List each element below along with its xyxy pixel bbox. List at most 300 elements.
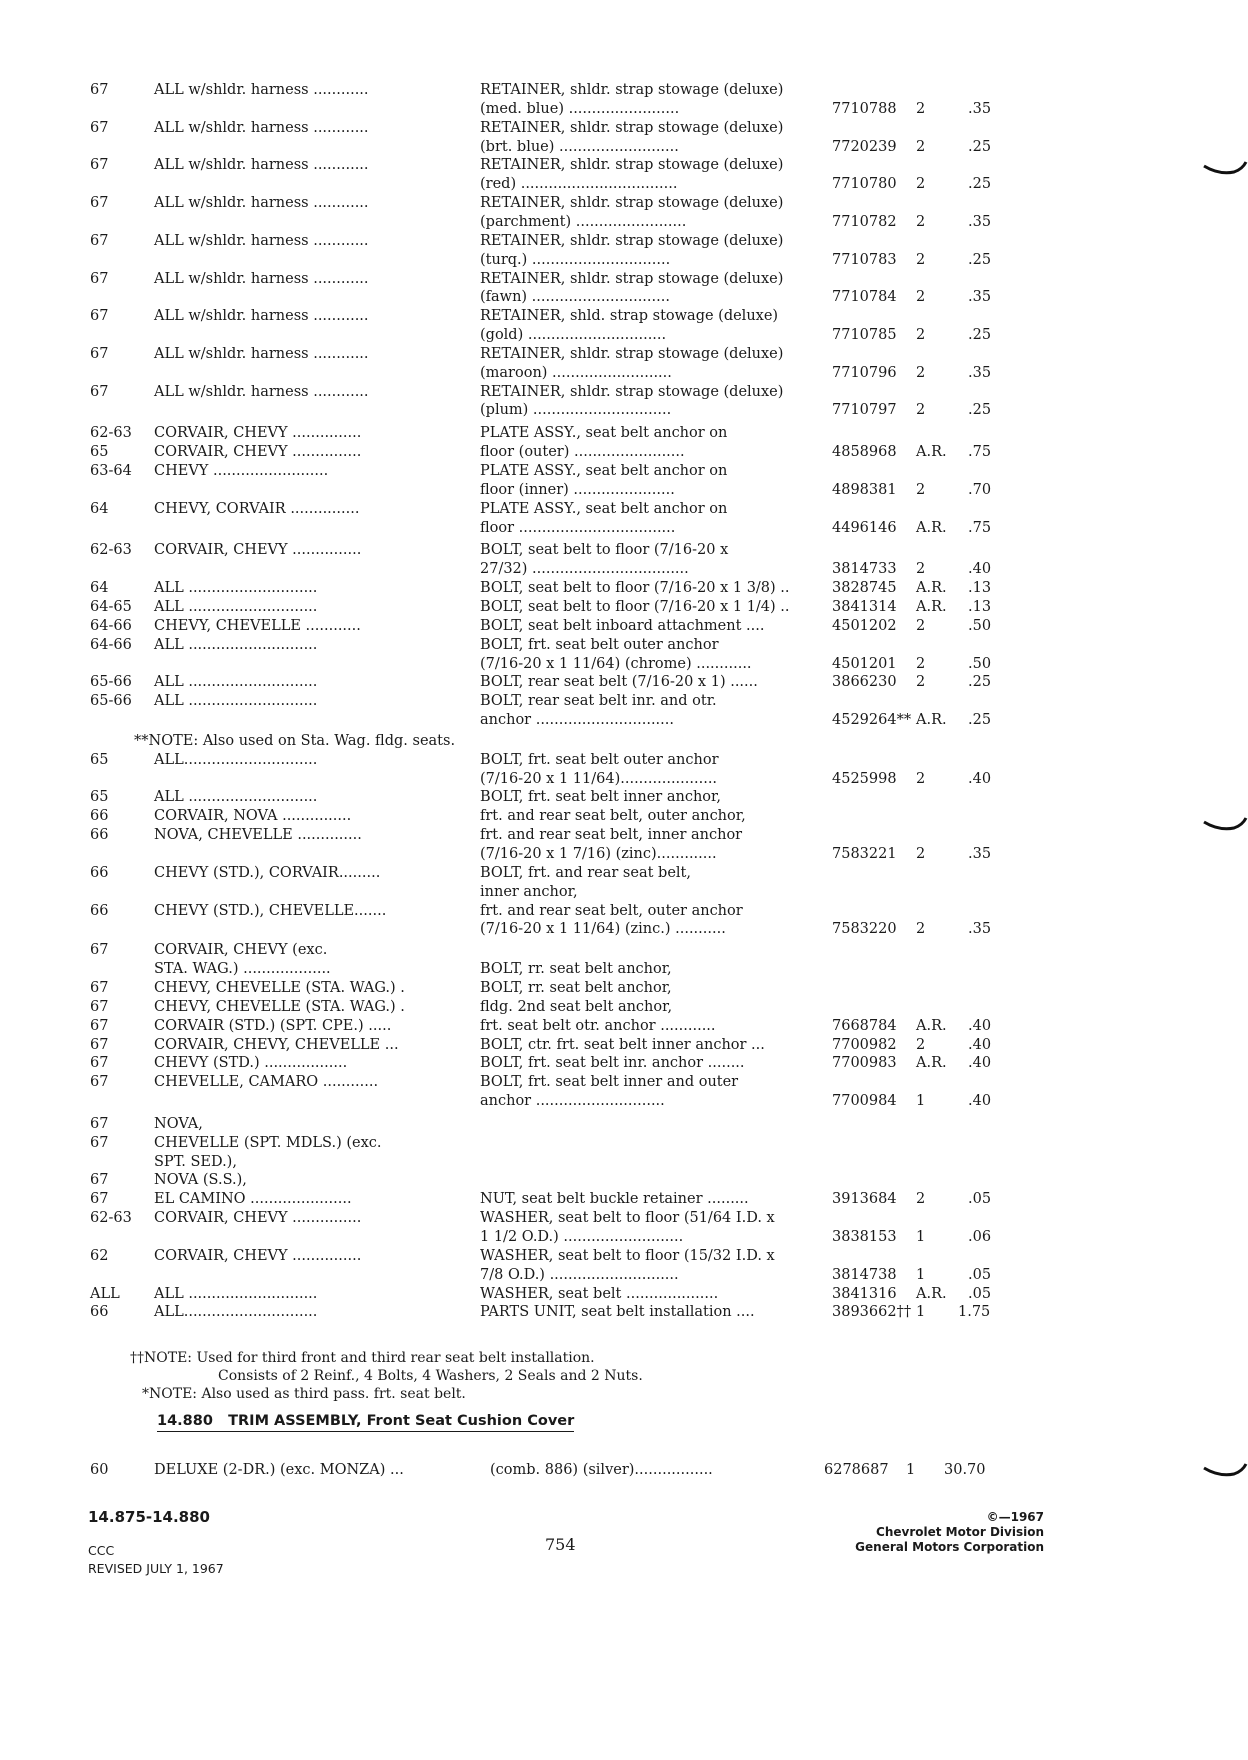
description-cell: 27/32) .................................. <box>480 561 689 578</box>
year-cell: 65-66 <box>90 674 132 691</box>
price-cell: .40 <box>968 1017 992 1034</box>
table-row <box>0 691 1248 711</box>
model-cell: CHEVY ......................... <box>154 463 329 479</box>
quantity-cell: A.R. <box>916 444 947 461</box>
model-cell: NOVA, <box>154 1115 203 1132</box>
table-row <box>0 1016 1248 1036</box>
price-cell: .40 <box>968 770 992 787</box>
table-row <box>0 137 1248 157</box>
quantity-cell: 2 <box>916 100 926 117</box>
part-number-cell: 7700982 <box>832 1036 897 1053</box>
description-cell: RETAINER, shldr. strap stowage (deluxe) <box>480 270 784 287</box>
year-cell: 64-66 <box>90 617 132 634</box>
model-cell: CHEVY, CHEVELLE (STA. WAG.) . <box>154 998 405 1015</box>
description-cell: NUT, seat belt buckle retainer ......... <box>480 1191 749 1208</box>
year-cell: 67 <box>90 119 109 136</box>
year-cell: 66 <box>90 1304 109 1321</box>
quantity-cell: 2 <box>916 770 926 787</box>
model-cell: ALL ............................ <box>154 580 318 597</box>
description-cell: BOLT, frt. seat belt inner and outer <box>480 1074 739 1091</box>
quantity-cell: 1 <box>906 1462 916 1478</box>
model-cell: ALL ............................ <box>154 693 318 710</box>
quantity-cell: 2 <box>916 1191 926 1208</box>
description-cell: (med. blue) ........................ <box>480 100 680 117</box>
table-row <box>0 559 1248 579</box>
description-cell: floor (outer) ........................ <box>480 444 685 461</box>
part-number-cell: 4898381 <box>832 481 897 498</box>
note-double-dagger: ††NOTE: Used for third front and third rear seat belt installation. <box>130 1350 595 1366</box>
table-row <box>0 787 1248 807</box>
model-cell: NOVA, CHEVELLE .............. <box>154 827 362 844</box>
part-number-cell: 4525998 <box>832 770 897 787</box>
table-row <box>0 919 1248 939</box>
year-cell: 67 <box>90 195 109 212</box>
description-cell: floor .................................. <box>480 519 676 536</box>
model-cell: NOVA (S.S.), <box>154 1172 247 1189</box>
table-row <box>0 1246 1248 1266</box>
part-number-cell: 7710784 <box>832 289 897 306</box>
price-cell: .35 <box>968 364 992 381</box>
description-cell: BOLT, frt. seat belt inr. anchor ........ <box>480 1055 745 1072</box>
price-cell: .13 <box>968 598 992 615</box>
quantity-cell: A.R. <box>916 580 947 597</box>
year-cell: 67 <box>90 1017 109 1034</box>
description-cell: RETAINER, shldr. strap stowage (deluxe) <box>480 119 784 136</box>
description-cell: anchor .............................. <box>480 712 674 729</box>
note-asterisk: *NOTE: Also used as third pass. frt. seat belt. <box>142 1386 466 1402</box>
description-cell: (red) .................................. <box>480 176 678 193</box>
part-number-cell: 7710780 <box>832 176 897 193</box>
year-cell: 64 <box>90 500 109 517</box>
model-cell: CORVAIR, CHEVY ............... <box>154 1210 362 1227</box>
model-cell: CHEVY, CORVAIR ............... <box>154 500 360 517</box>
year-cell: 67 <box>90 942 109 959</box>
table-row <box>0 1265 1248 1285</box>
price-cell: .25 <box>968 138 992 155</box>
table-row <box>0 518 1248 538</box>
description-cell: (parchment) ........................ <box>480 213 687 230</box>
quantity-cell: 1 <box>916 1093 926 1110</box>
table-row <box>0 499 1248 519</box>
description-cell: BOLT, rr. seat belt anchor, <box>480 961 672 978</box>
check-mark-icon <box>1202 160 1248 180</box>
year-cell: 65 <box>90 751 109 768</box>
table-row <box>0 212 1248 232</box>
model-cell: ALL ............................ <box>154 598 318 615</box>
description-cell: WASHER, seat belt to floor (51/64 I.D. x <box>480 1210 775 1227</box>
catalog-code: CCC <box>88 1543 115 1558</box>
table-row <box>0 940 1248 960</box>
part-number-cell: 4501201 <box>832 655 897 672</box>
description-cell: (maroon) .......................... <box>480 364 672 381</box>
description-cell: (7/16-20 x 1 11/64) (zinc.) ........... <box>480 921 726 938</box>
table-row <box>0 1189 1248 1209</box>
description-cell: 7/8 O.D.) ............................ <box>480 1266 679 1283</box>
year-cell: 65 <box>90 444 109 461</box>
table-row <box>0 769 1248 789</box>
part-number-cell: 7668784 <box>832 1017 897 1034</box>
year-cell: 67 <box>90 383 109 400</box>
year-cell: 67 <box>90 345 109 362</box>
quantity-cell: 2 <box>916 674 926 691</box>
model-cell: ALL w/shldr. harness ............ <box>154 270 369 287</box>
price-cell: .25 <box>968 712 992 729</box>
year-cell: 67 <box>90 1055 109 1072</box>
year-cell: 64-65 <box>90 598 132 615</box>
part-number-cell: 7710796 <box>832 364 897 381</box>
part-number-cell: 7710783 <box>832 251 897 268</box>
table-row <box>0 959 1248 979</box>
quantity-cell: 2 <box>916 138 926 155</box>
quantity-cell: 2 <box>916 289 926 306</box>
quantity-cell: 2 <box>916 846 926 862</box>
price-cell: .40 <box>968 1036 992 1053</box>
quantity-cell: 2 <box>916 655 926 672</box>
year-cell: 67 <box>90 82 109 98</box>
table-row <box>0 978 1248 998</box>
quantity-cell: 2 <box>916 481 926 498</box>
page-number: 754 <box>545 1535 576 1554</box>
model-cell: ALL............................. <box>154 1304 318 1321</box>
part-number-cell: 4496146 <box>832 519 897 536</box>
description-cell: BOLT, ctr. frt. seat belt inner anchor ... <box>480 1036 765 1053</box>
part-number-cell: 7583220 <box>832 921 897 938</box>
quantity-cell: 2 <box>916 327 926 344</box>
year-cell: 67 <box>90 308 109 325</box>
description-cell: (7/16-20 x 1 7/16) (zinc)............. <box>480 846 717 862</box>
description-cell: anchor ............................ <box>480 1093 665 1110</box>
model-cell: CHEVY (STD.), CHEVELLE....... <box>154 902 387 919</box>
year-cell: ALL <box>90 1285 120 1302</box>
part-number-cell: 7583221 <box>832 846 897 862</box>
description-cell: WASHER, seat belt .................... <box>480 1285 719 1302</box>
model-cell: CHEVY (STD.), CORVAIR......... <box>154 864 381 881</box>
model-cell: ALL w/shldr. harness ............ <box>154 383 369 400</box>
table-row <box>0 825 1248 845</box>
table-row <box>0 1284 1248 1304</box>
year-cell: 64 <box>90 580 109 597</box>
year-cell: 67 <box>90 979 109 996</box>
year-cell: 62-63 <box>90 542 132 559</box>
section-range: 14.875-14.880 <box>88 1508 210 1526</box>
model-cell: CORVAIR, CHEVY (exc. <box>154 942 328 959</box>
note-consists: Consists of 2 Reinf., 4 Bolts, 4 Washers, 2 Seals and 2 Nuts. <box>218 1368 643 1384</box>
model-cell: CHEVY, CHEVELLE ............ <box>154 617 361 634</box>
quantity-cell: A.R. <box>916 1055 947 1072</box>
table-row <box>0 269 1248 289</box>
description-cell: WASHER, seat belt to floor (15/32 I.D. x <box>480 1247 775 1264</box>
description-cell: BOLT, frt. seat belt outer anchor <box>480 636 719 653</box>
table-row <box>0 1091 1248 1111</box>
description-cell: BOLT, rr. seat belt anchor, <box>480 979 672 996</box>
table-row <box>0 1208 1248 1228</box>
model-cell: SPT. SED.), <box>154 1153 237 1170</box>
price-cell: .35 <box>968 921 992 938</box>
model-cell: ALL w/shldr. harness ............ <box>154 119 369 136</box>
description-cell: BOLT, frt. and rear seat belt, <box>480 864 691 881</box>
description-cell: frt. and rear seat belt, inner anchor <box>480 827 743 844</box>
table-row <box>0 118 1248 138</box>
table-row <box>0 155 1248 175</box>
corporation: General Motors Corporation <box>855 1540 1044 1554</box>
part-number-cell: 3838153 <box>832 1229 897 1245</box>
quantity-cell: 2 <box>916 1036 926 1053</box>
model-cell: CORVAIR, CHEVY ............... <box>154 425 362 442</box>
table-note <box>0 731 1248 751</box>
quantity-cell: 2 <box>916 251 926 268</box>
table-row <box>0 1152 1248 1172</box>
model-cell: CORVAIR, NOVA ............... <box>154 808 352 825</box>
description-cell: PLATE ASSY., seat belt anchor on <box>480 500 728 517</box>
model-cell: ALL w/shldr. harness ............ <box>154 232 369 249</box>
description-cell: (7/16-20 x 1 11/64)..................... <box>480 770 718 787</box>
model-cell: CHEVELLE (SPT. MDLS.) (exc. <box>154 1134 382 1151</box>
year-cell: 60 <box>90 1462 109 1478</box>
table-row <box>0 1114 1248 1134</box>
description-cell: (fawn) .............................. <box>480 289 670 306</box>
section-subtitle: Front Seat Cushion Cover <box>366 1413 575 1429</box>
model-cell: ALL w/shldr. harness ............ <box>154 345 369 362</box>
table-row <box>0 901 1248 921</box>
table-row <box>0 597 1248 617</box>
description-cell: (turq.) .............................. <box>480 251 671 268</box>
model-cell: ALL w/shldr. harness ............ <box>154 157 369 174</box>
description-cell: frt. and rear seat belt, outer anchor, <box>480 808 746 825</box>
year-cell: 66 <box>90 808 109 825</box>
model-cell: ALL ............................ <box>154 674 318 691</box>
table-row <box>0 344 1248 364</box>
description-cell: BOLT, seat belt inboard attachment .... <box>480 617 765 634</box>
table-row <box>0 997 1248 1017</box>
description-cell: BOLT, seat belt to floor (7/16-20 x 1 3/8) .. <box>480 580 790 597</box>
description-cell: frt. and rear seat belt, outer anchor <box>480 902 743 919</box>
section-title: TRIM ASSEMBLY, <box>228 1413 362 1429</box>
description-cell: BOLT, seat belt to floor (7/16-20 x 1 1/4) .. <box>480 598 790 615</box>
quantity-cell: 1 <box>916 1304 926 1321</box>
table-row <box>0 672 1248 692</box>
section-heading <box>157 1412 574 1432</box>
description-cell: BOLT, rear seat belt (7/16-20 x 1) ...... <box>480 674 758 691</box>
price-cell: 1.75 <box>958 1304 991 1321</box>
table-row <box>0 174 1248 194</box>
model-cell: CORVAIR, CHEVY ............... <box>154 542 362 559</box>
price-cell: .25 <box>968 251 992 268</box>
table-row <box>0 363 1248 383</box>
part-number-cell: 3814733 <box>832 561 897 578</box>
model-cell: CORVAIR, CHEVY, CHEVELLE ... <box>154 1036 399 1053</box>
table-row <box>0 99 1248 119</box>
check-mark-icon <box>1202 1462 1248 1482</box>
year-cell: 62-63 <box>90 1210 132 1227</box>
model-cell: ALL w/shldr. harness ............ <box>154 308 369 325</box>
table-row <box>0 306 1248 326</box>
model-cell: CORVAIR, CHEVY ............... <box>154 444 362 461</box>
description-cell: PLATE ASSY., seat belt anchor on <box>480 425 728 442</box>
table-row <box>0 80 1248 100</box>
model-cell: CHEVELLE, CAMARO ............ <box>154 1074 379 1091</box>
part-number-cell: 7710788 <box>832 100 897 117</box>
table-row <box>0 1460 1248 1480</box>
year-cell: 66 <box>90 864 109 881</box>
price-cell: .35 <box>968 100 992 117</box>
table-row <box>0 325 1248 345</box>
quantity-cell: 2 <box>916 402 926 419</box>
check-mark-icon <box>1202 816 1248 836</box>
price-cell: .40 <box>968 561 992 578</box>
part-number-cell: 7720239 <box>832 138 897 155</box>
year-cell: 62 <box>90 1247 109 1264</box>
price-cell: .25 <box>968 176 992 193</box>
price-cell: .50 <box>968 617 992 634</box>
description-cell: RETAINER, shldr. strap stowage (deluxe) <box>480 383 784 400</box>
table-row <box>0 844 1248 864</box>
price-cell: .25 <box>968 327 992 344</box>
description-cell: (gold) .............................. <box>480 327 667 344</box>
description-cell: fldg. 2nd seat belt anchor, <box>480 998 673 1015</box>
price-cell: .13 <box>968 580 992 597</box>
year-cell: 64-66 <box>90 636 132 653</box>
description-cell: 1 1/2 O.D.) .......................... <box>480 1229 684 1245</box>
price-cell: .75 <box>968 519 992 536</box>
division: Chevrolet Motor Division <box>876 1525 1044 1539</box>
table-row <box>0 578 1248 598</box>
price-cell: .25 <box>968 402 992 419</box>
quantity-cell: 2 <box>916 921 926 938</box>
part-number-cell: 3893662†† <box>832 1304 912 1321</box>
year-cell: 66 <box>90 902 109 919</box>
model-cell: ALL w/shldr. harness ............ <box>154 82 369 98</box>
description-cell: RETAINER, shld. strap stowage (deluxe) <box>480 308 779 325</box>
description-cell: BOLT, frt. seat belt outer anchor <box>480 751 719 768</box>
table-row <box>0 863 1248 883</box>
part-number-cell: 7700984 <box>832 1093 897 1110</box>
part-number-cell: 4858968 <box>832 444 897 461</box>
description-cell: RETAINER, shldr. strap stowage (deluxe) <box>480 157 784 174</box>
copyright: ©—1967 <box>986 1510 1044 1524</box>
part-number-cell: 3814738 <box>832 1266 897 1283</box>
year-cell: 67 <box>90 1115 109 1132</box>
model-cell: STA. WAG.) ................... <box>154 961 331 978</box>
year-cell: 67 <box>90 1074 109 1091</box>
quantity-cell: 2 <box>916 561 926 578</box>
model-cell: CHEVY, CHEVELLE (STA. WAG.) . <box>154 979 405 996</box>
description-cell: PARTS UNIT, seat belt installation .... <box>480 1304 755 1321</box>
model-cell: CORVAIR, CHEVY ............... <box>154 1247 362 1264</box>
price-cell: .35 <box>968 213 992 230</box>
part-number-cell: 4529264** <box>832 712 912 729</box>
quantity-cell: 2 <box>916 364 926 381</box>
price-cell: 30.70 <box>944 1462 986 1478</box>
description-cell: (brt. blue) .......................... <box>480 138 679 155</box>
quantity-cell: 2 <box>916 617 926 634</box>
table-row <box>0 287 1248 307</box>
quantity-cell: 1 <box>916 1266 926 1283</box>
description-cell: (comb. 886) (silver)................. <box>490 1462 713 1478</box>
table-row <box>0 193 1248 213</box>
table-row <box>0 480 1248 500</box>
part-number-cell: 7700983 <box>832 1055 897 1072</box>
year-cell: 66 <box>90 827 109 844</box>
price-cell: .70 <box>968 481 992 498</box>
description-cell: RETAINER, shldr. strap stowage (deluxe) <box>480 232 784 249</box>
year-cell: 67 <box>90 998 109 1015</box>
year-cell: 67 <box>90 157 109 174</box>
part-number-cell: 4501202 <box>832 617 897 634</box>
part-number-cell: 7710785 <box>832 327 897 344</box>
model-cell: **NOTE: Also used on Sta. Wag. fldg. seats. <box>134 732 456 749</box>
quantity-cell: 1 <box>916 1229 926 1245</box>
model-cell: CORVAIR (STD.) (SPT. CPE.) ..... <box>154 1017 392 1034</box>
part-number-cell: 3913684 <box>832 1191 897 1208</box>
price-cell: .50 <box>968 655 992 672</box>
table-row <box>0 540 1248 560</box>
description-cell: RETAINER, shldr. strap stowage (deluxe) <box>480 345 784 362</box>
price-cell: .40 <box>968 1055 992 1072</box>
model-cell: ALL ............................ <box>154 636 318 653</box>
table-row <box>0 750 1248 770</box>
price-cell: .35 <box>968 846 992 862</box>
model-cell: DELUXE (2-DR.) (exc. MONZA) ... <box>154 1462 404 1478</box>
year-cell: 67 <box>90 1172 109 1189</box>
table-row <box>0 1035 1248 1055</box>
table-row <box>0 1053 1248 1073</box>
price-cell: .05 <box>968 1266 992 1283</box>
revised-date: REVISED JULY 1, 1967 <box>88 1561 224 1576</box>
description-cell: PLATE ASSY., seat belt anchor on <box>480 463 728 479</box>
table-row <box>0 400 1248 420</box>
table-row <box>0 442 1248 462</box>
year-cell: 67 <box>90 1134 109 1151</box>
quantity-cell: 2 <box>916 213 926 230</box>
part-number-cell: 3866230 <box>832 674 897 691</box>
copyright-block <box>855 1510 1044 1555</box>
description-cell: RETAINER, shldr. strap stowage (deluxe) <box>480 82 784 98</box>
table-row <box>0 806 1248 826</box>
part-number-cell: 3841314 <box>832 598 897 615</box>
part-number-cell: 3828745 <box>832 580 897 597</box>
year-cell: 63-64 <box>90 463 132 479</box>
quantity-cell: 2 <box>916 176 926 193</box>
table-row <box>0 1072 1248 1092</box>
table-row <box>0 423 1248 443</box>
description-cell: BOLT, rear seat belt inr. and otr. <box>480 693 717 710</box>
price-cell: .05 <box>968 1285 992 1302</box>
quantity-cell: A.R. <box>916 598 947 615</box>
model-cell: ALL ............................ <box>154 789 318 806</box>
table-row <box>0 250 1248 270</box>
table-row <box>0 654 1248 674</box>
price-cell: .75 <box>968 444 992 461</box>
year-cell: 67 <box>90 1191 109 1208</box>
table-row <box>0 635 1248 655</box>
part-number-cell: 7710782 <box>832 213 897 230</box>
model-cell: EL CAMINO ...................... <box>154 1191 352 1208</box>
part-number-cell: 6278687 <box>824 1462 889 1478</box>
year-cell: 67 <box>90 232 109 249</box>
model-cell: CHEVY (STD.) .................. <box>154 1055 348 1072</box>
description-cell: (7/16-20 x 1 11/64) (chrome) ............ <box>480 655 752 672</box>
section-number: 14.880 <box>157 1413 213 1429</box>
model-cell: ALL............................. <box>154 751 318 768</box>
description-cell: RETAINER, shldr. strap stowage (deluxe) <box>480 195 784 212</box>
part-number-cell: 3841316 <box>832 1285 897 1302</box>
year-cell: 62-63 <box>90 425 132 442</box>
table-row <box>0 616 1248 636</box>
table-row <box>0 1133 1248 1153</box>
quantity-cell: A.R. <box>916 712 947 729</box>
quantity-cell: A.R. <box>916 519 947 536</box>
table-row <box>0 710 1248 730</box>
